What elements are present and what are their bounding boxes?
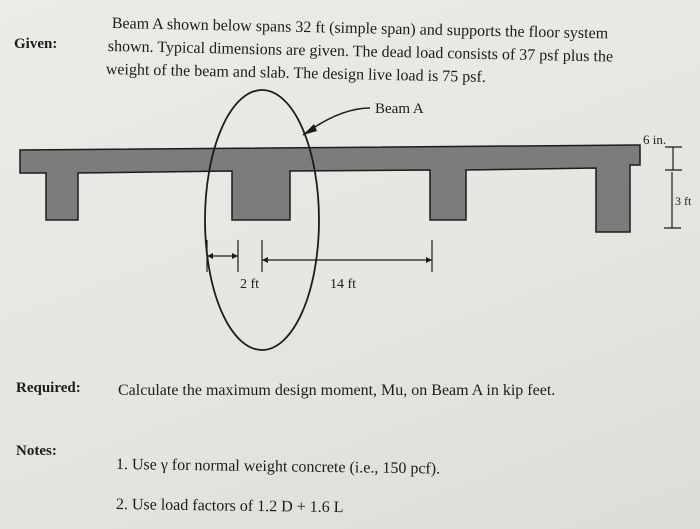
clear-spacing-label: 14 ft	[330, 277, 357, 292]
spacing-arrow-right	[426, 257, 432, 263]
given-line-3: weight of the beam and slab. The design live load is 75 psf.	[105, 61, 486, 86]
beam-a-leader-arrowhead	[303, 124, 317, 135]
notes-label: Notes:	[16, 443, 57, 459]
note-item-2: 2. Use load factors of 1.2 D + 1.6 L	[115, 496, 344, 517]
web-dim-arrow-right	[232, 253, 238, 259]
required-text: Calculate the maximum design moment, Mu, on Beam A in kip feet.	[118, 382, 556, 399]
spacing-arrow-left	[262, 257, 268, 263]
given-line-2: shown. Typical dimensions are given. The dead load consists of 37 psf plus the	[107, 38, 614, 66]
floor-slab-cross-section	[20, 145, 640, 232]
beam-a-label: Beam A	[375, 101, 424, 117]
given-line-1: Beam A shown below spans 32 ft (simple span) and supports the floor system	[111, 15, 609, 43]
required-label: Required:	[16, 380, 81, 396]
given-label: Given:	[14, 36, 58, 52]
beam-depth-label: 3 ft	[675, 194, 692, 208]
note-item-1: 1. Use γ for normal weight concrete (i.e., 150 pcf).	[115, 456, 441, 478]
web-width-label: 2 ft	[240, 277, 260, 292]
slab-thickness-label: 6 in.	[643, 132, 667, 147]
